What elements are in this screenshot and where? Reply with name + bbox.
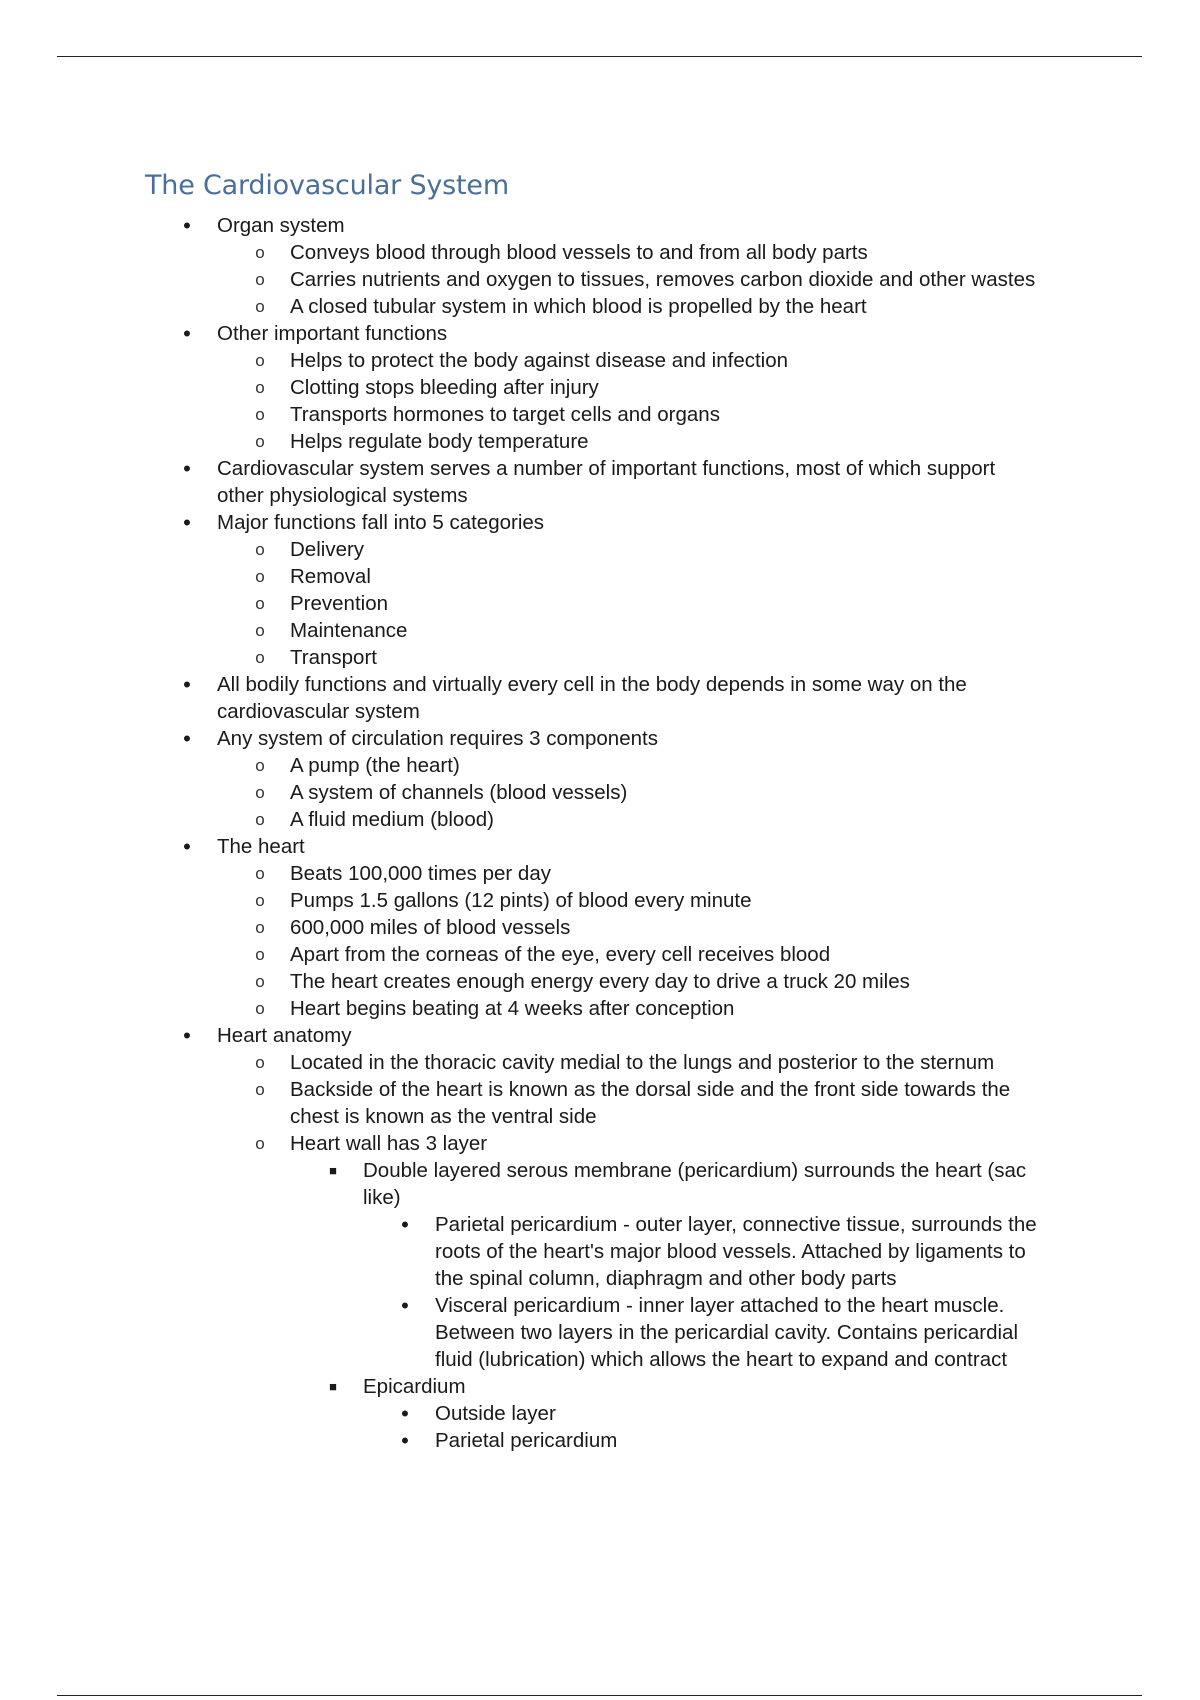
bullet-circle-icon: o (255, 432, 265, 451)
list-item: o Conveys blood through blood vessels to and from all body parts (290, 239, 1060, 266)
bullet-circle-icon: o (255, 1053, 265, 1072)
bullet-disc-icon: • (401, 1212, 409, 1237)
bullet-disc-icon: • (401, 1428, 409, 1453)
bullet-circle-icon: o (255, 864, 265, 883)
bullet-circle-icon: o (255, 594, 265, 613)
list-item: o Transports hormones to target cells and organs (290, 401, 1060, 428)
footer-rule (57, 1695, 1142, 1696)
list-item: o Beats 100,000 times per day (290, 860, 1060, 887)
list-item: o Heart begins beating at 4 weeks after conception (290, 995, 1060, 1022)
list-item-pericardium: ■ Double layered serous membrane (pericardium) surrounds the heart (sac like) (363, 1157, 1048, 1211)
list-item: o Backside of the heart is known as the dorsal side and the front side towards the chest is known as the ventral side (290, 1076, 1060, 1130)
outline (0, 212, 1200, 1454)
list-item-other-functions: • Other important functions (217, 320, 1047, 347)
list-item-all-bodily: • All bodily functions and virtually every cell in the body depends in some way on the cardiovascular system (217, 671, 1047, 725)
list-item: o Helps to protect the body against disease and infection (290, 347, 1060, 374)
list-item: o Transport (290, 644, 1060, 671)
list-item: • Parietal pericardium (435, 1427, 1050, 1454)
bullet-square-icon: ■ (329, 1379, 337, 1394)
bullet-circle-icon: o (255, 540, 265, 559)
bullet-circle-icon: o (255, 999, 265, 1018)
bullet-circle-icon: o (255, 918, 265, 937)
list-item-organ-system: • Organ system (217, 212, 1047, 239)
bullet-circle-icon: o (255, 405, 265, 424)
bullet-circle-icon: o (255, 351, 265, 370)
bullet-disc-icon: • (183, 321, 191, 346)
list-item-the-heart: • The heart (217, 833, 1047, 860)
list-item: • Outside layer (435, 1400, 1050, 1427)
list-item: o Apart from the corneas of the eye, every cell receives blood (290, 941, 1060, 968)
bullet-disc-icon: • (401, 1401, 409, 1426)
bullet-circle-icon: o (255, 378, 265, 397)
bullet-circle-icon: o (255, 648, 265, 667)
bullet-disc-icon: • (183, 1023, 191, 1048)
bullet-circle-icon: o (255, 945, 265, 964)
page-title: The Cardiovascular System (145, 170, 509, 201)
list-item: o Maintenance (290, 617, 1060, 644)
list-item: o Located in the thoracic cavity medial to the lungs and posterior to the sternum (290, 1049, 1060, 1076)
list-item: o Removal (290, 563, 1060, 590)
bullet-circle-icon: o (255, 891, 265, 910)
list-item-circulation: • Any system of circulation requires 3 components (217, 725, 1047, 752)
bullet-disc-icon: • (401, 1293, 409, 1318)
bullet-disc-icon: • (183, 672, 191, 697)
list-item: o Prevention (290, 590, 1060, 617)
list-item: o The heart creates enough energy every day to drive a truck 20 miles (290, 968, 1060, 995)
bullet-square-icon: ■ (329, 1163, 337, 1178)
bullet-circle-icon: o (255, 270, 265, 289)
list-item: o Delivery (290, 536, 1060, 563)
list-item: • Parietal pericardium - outer layer, connective tissue, surrounds the roots of the heart's major blood vessels. Attached by ligaments to the spinal column, diaphragm and other body parts (435, 1211, 1050, 1292)
list-item-epicardium: ■ Epicardium (363, 1373, 1048, 1400)
list-item: o A closed tubular system in which blood is propelled by the heart (290, 293, 1060, 320)
bullet-circle-icon: o (255, 621, 265, 640)
list-item-major-functions: • Major functions fall into 5 categories (217, 509, 1047, 536)
bullet-disc-icon: • (183, 510, 191, 535)
bullet-circle-icon: o (255, 756, 265, 775)
bullet-disc-icon: • (183, 726, 191, 751)
bullet-disc-icon: • (183, 213, 191, 238)
list-item: o Heart wall has 3 layer (290, 1130, 1060, 1157)
bullet-circle-icon: o (255, 1080, 265, 1099)
list-item: o A fluid medium (blood) (290, 806, 1060, 833)
list-item: o Pumps 1.5 gallons (12 pints) of blood every minute (290, 887, 1060, 914)
bullet-circle-icon: o (255, 297, 265, 316)
list-item: o A system of channels (blood vessels) (290, 779, 1060, 806)
list-item: • Visceral pericardium - inner layer attached to the heart muscle. Between two layers in the pericardial cavity. Contains pericardial fluid (lubrication) which allows the heart to expand and contract (435, 1292, 1050, 1373)
list-item: o 600,000 miles of blood vessels (290, 914, 1060, 941)
bullet-disc-icon: • (183, 834, 191, 859)
list-item: o Clotting stops bleeding after injury (290, 374, 1060, 401)
list-item-heart-anatomy: • Heart anatomy (217, 1022, 1047, 1049)
list-item: o Helps regulate body temperature (290, 428, 1060, 455)
bullet-circle-icon: o (255, 243, 265, 262)
bullet-disc-icon: • (183, 456, 191, 481)
header-rule (57, 56, 1142, 57)
bullet-circle-icon: o (255, 810, 265, 829)
bullet-circle-icon: o (255, 783, 265, 802)
bullet-circle-icon: o (255, 1134, 265, 1153)
bullet-circle-icon: o (255, 567, 265, 586)
bullet-circle-icon: o (255, 972, 265, 991)
list-item: o A pump (the heart) (290, 752, 1060, 779)
list-item: o Carries nutrients and oxygen to tissues, removes carbon dioxide and other wastes (290, 266, 1060, 293)
list-item-serves-functions: • Cardiovascular system serves a number of important functions, most of which support other physiological systems (217, 455, 1047, 509)
